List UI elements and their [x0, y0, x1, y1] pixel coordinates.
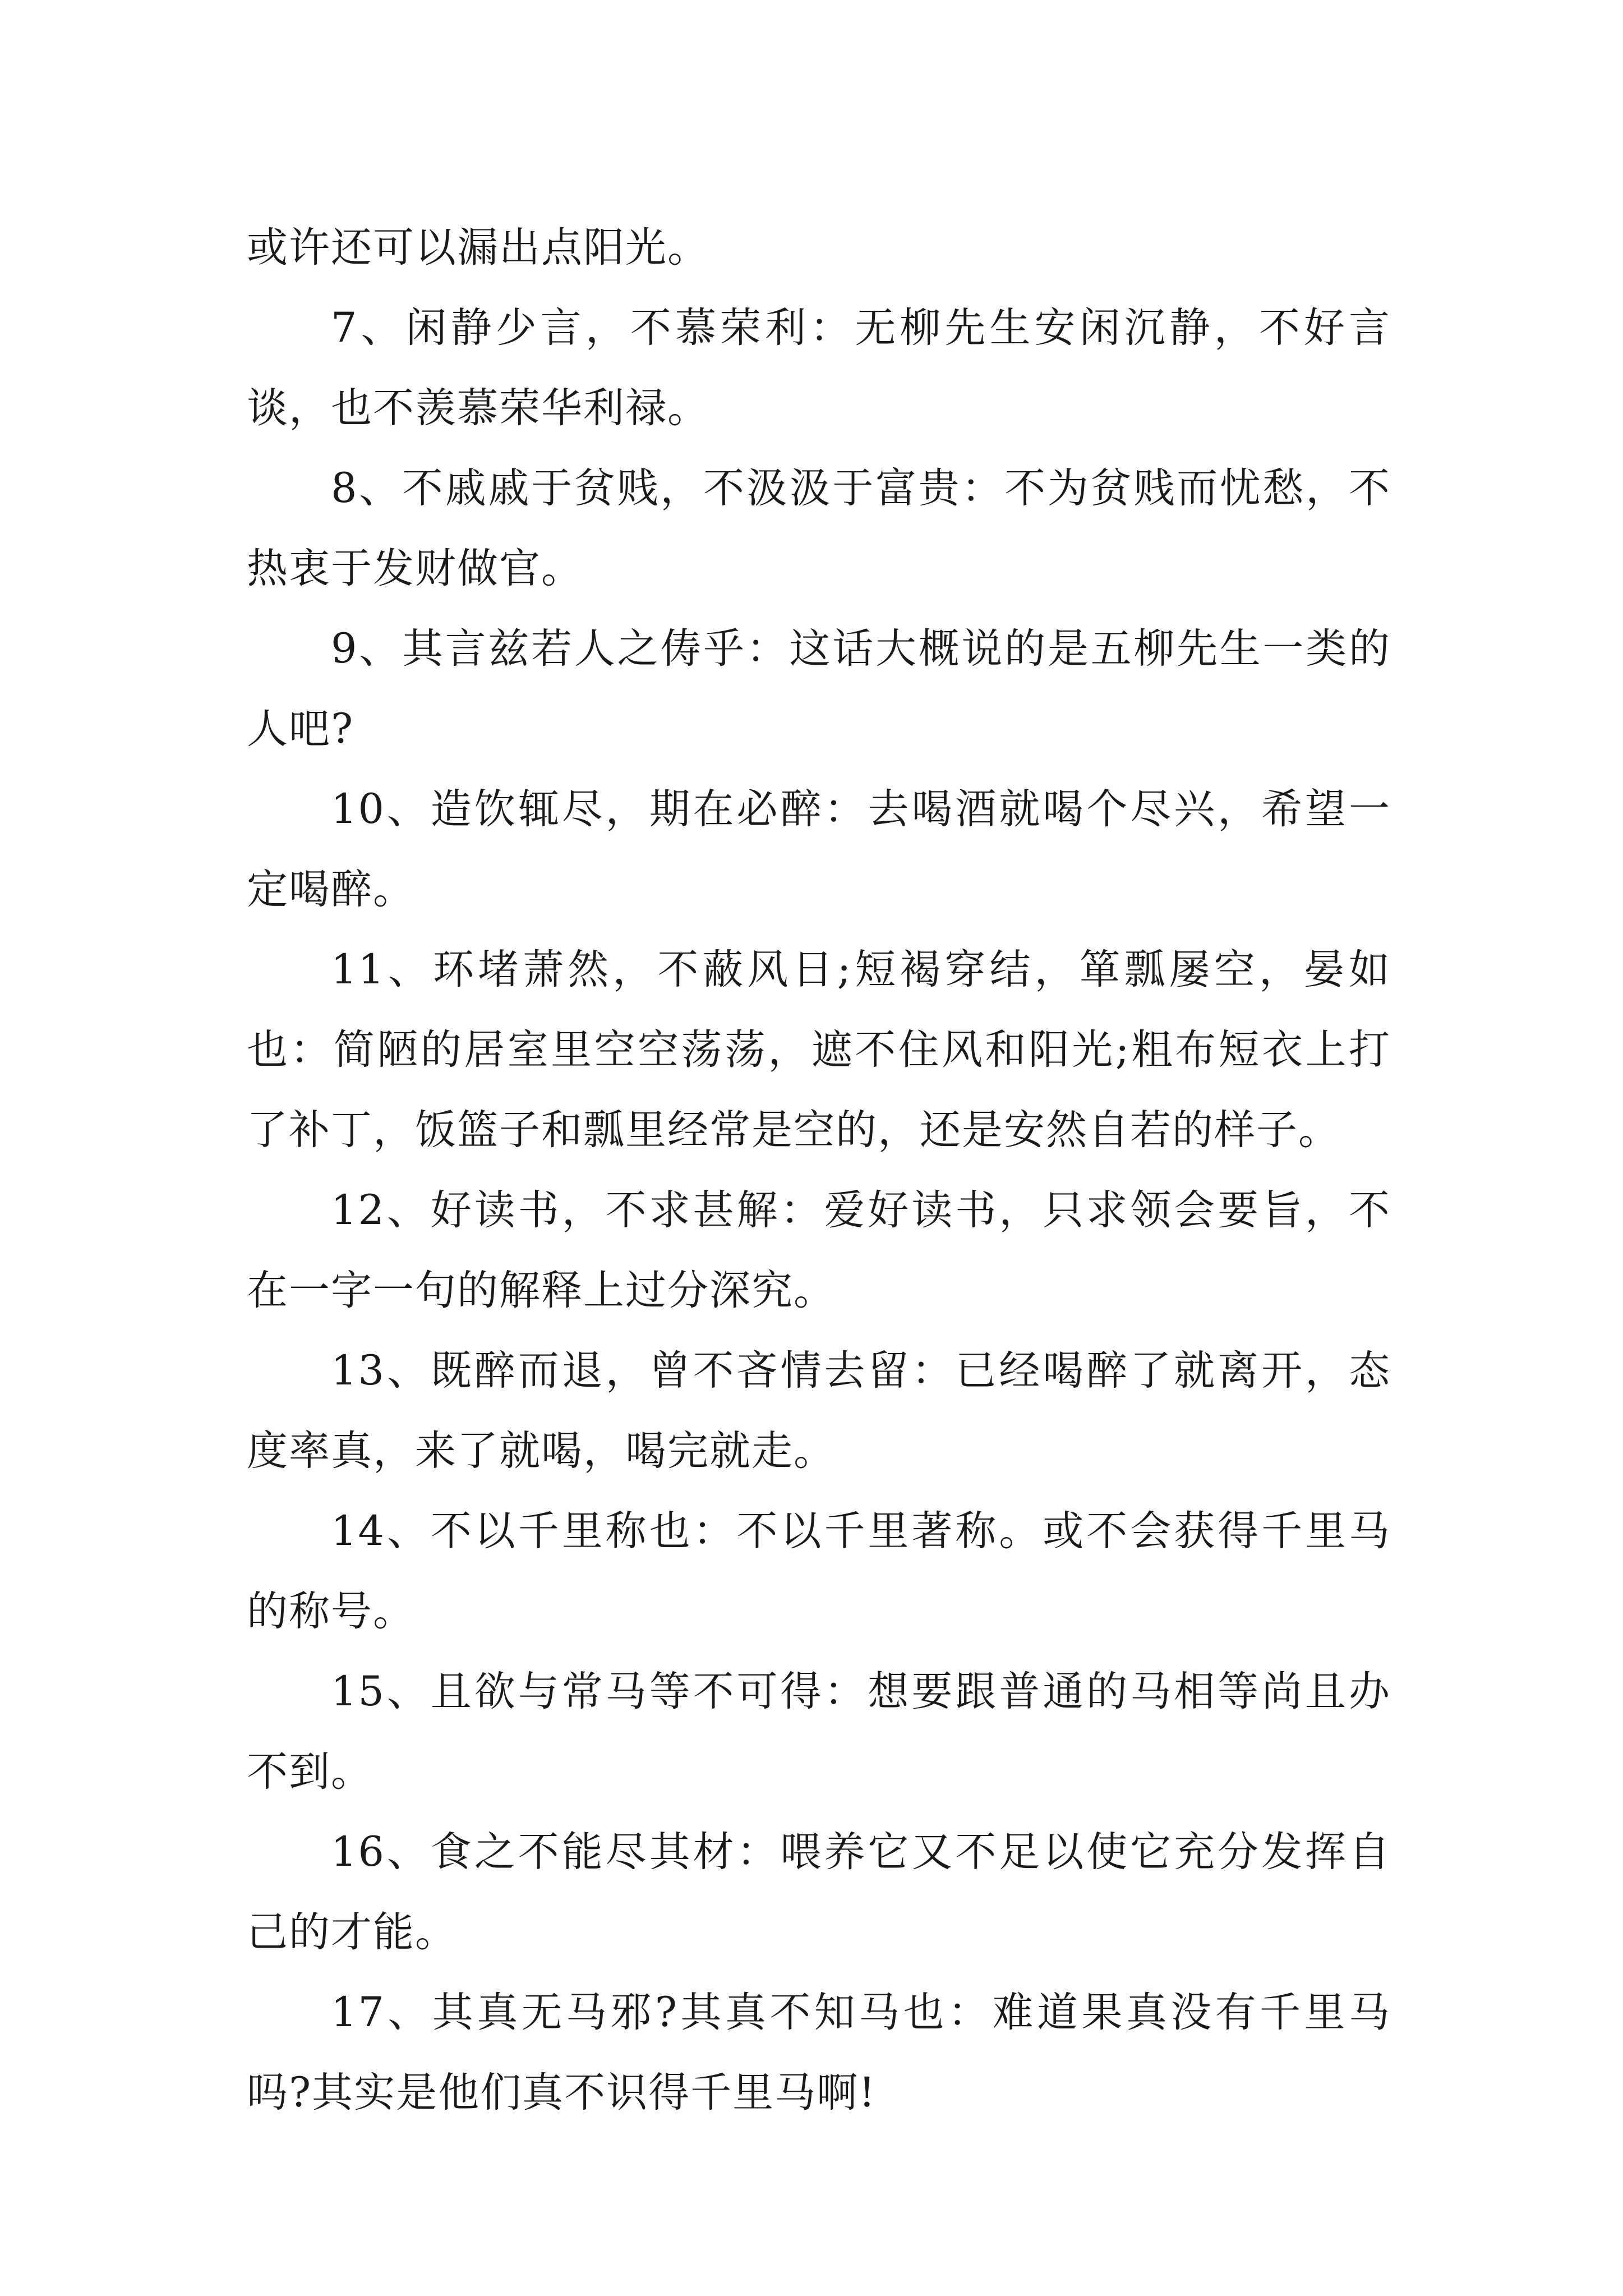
- paragraph-item-16: 16、食之不能尽其材：喂养它又不足以使它充分发挥自己的才能。: [247, 1828, 1391, 1956]
- paragraph-item-11: 11、环堵萧然，不蔽风日;短褐穿结，箪瓢屡空，晏如也：简陋的居室里空空荡荡，遮不住风和阳光;粗布短衣上打了补丁，饭篮子和瓢里经常是空的，还是安然自若的样子。: [247, 946, 1391, 1154]
- paragraph-item-14: 14、不以千里称也：不以千里著称。或不会获得千里马的称号。: [247, 1507, 1391, 1635]
- paragraph-item-12: 12、好读书，不求甚解：爱好读书，只求领会要旨，不在一字一句的解释上过分深究。: [247, 1186, 1391, 1314]
- paragraph-item-10: 10、造饮辄尽，期在必醉：去喝酒就喝个尽兴，希望一定喝醉。: [247, 785, 1391, 913]
- document-body: [247, 208, 1391, 2133]
- paragraph-continuation: 或许还可以漏出点阳光。: [247, 224, 709, 272]
- paragraph-item-7: 7、闲静少言，不慕荣利：无柳先生安闲沉静，不好言谈，也不羡慕荣华利禄。: [247, 304, 1391, 432]
- paragraph-item-17: 17、其真无马邪?其真不知马也：难道果真没有千里马吗?其实是他们真不识得千里马啊!: [247, 1989, 1391, 2116]
- paragraph-item-13: 13、既醉而退，曾不吝情去留：已经喝醉了就离开，态度率真，来了就喝，喝完就走。: [247, 1347, 1391, 1475]
- paragraph-item-15: 15、且欲与常马等不可得：想要跟普通的马相等尚且办不到。: [247, 1668, 1391, 1796]
- paragraph-item-8: 8、不戚戚于贫贱，不汲汲于富贵：不为贫贱而忧愁，不热衷于发财做官。: [247, 464, 1391, 592]
- paragraph-item-9: 9、其言兹若人之俦乎：这话大概说的是五柳先生一类的人吧?: [247, 625, 1391, 753]
